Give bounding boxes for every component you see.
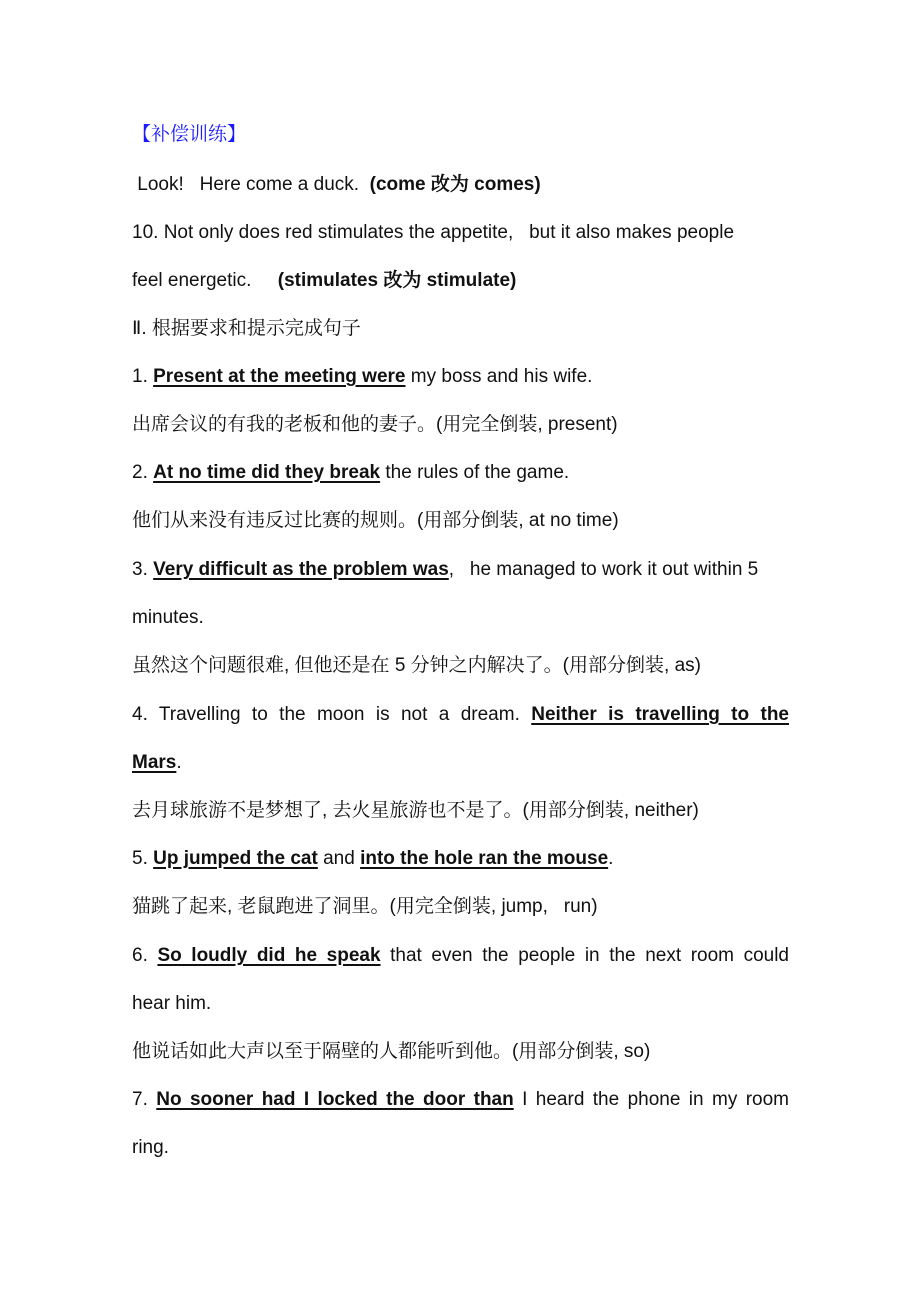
- item-7: [132, 1086, 789, 1114]
- item-6-cont: hear him.: [132, 993, 212, 1014]
- answer: No sooner had I locked the door than: [156, 1089, 514, 1110]
- item-1-hint: 出席会议的有我的老板和他的妻子。(用完全倒装, present): [132, 414, 618, 435]
- item-number: 5.: [132, 848, 154, 869]
- sentence-text: the rules of the game.: [380, 462, 570, 483]
- item-2-hint: 他们从来没有违反过比赛的规则。(用部分倒装, at no time): [132, 510, 619, 531]
- answer: Very difficult as the problem was: [153, 559, 449, 580]
- answer: At no time did they break: [153, 462, 381, 483]
- correction-item: [132, 171, 789, 199]
- sentence-text: feel energetic.: [132, 270, 278, 291]
- answer: Up jumped the cat: [153, 848, 318, 869]
- correction-item-line: [132, 267, 789, 295]
- item-1: [132, 363, 789, 391]
- sentence-text: I heard the phone in my room: [513, 1089, 789, 1110]
- item-number: 1.: [132, 366, 154, 387]
- item-number: 7.: [132, 1089, 157, 1110]
- answer: Neither is travelling to the: [531, 704, 789, 725]
- item-number: 2.: [132, 462, 154, 483]
- item-3-cont: minutes.: [132, 607, 204, 628]
- sentence-text: , he managed to work it out within 5: [448, 559, 759, 580]
- sentence-text: my boss and his wife.: [405, 366, 593, 387]
- item-4-hint: 去月球旅游不是梦想了, 去火星旅游也不是了。(用部分倒装, neither): [132, 800, 699, 821]
- section-title: 【补偿训练】: [132, 124, 247, 145]
- item-7-cont: ring.: [132, 1137, 169, 1158]
- item-3: [132, 556, 789, 584]
- sentence-text: .: [608, 848, 614, 869]
- item-number: 3.: [132, 559, 154, 580]
- sentence-text: .: [176, 752, 182, 773]
- item-4: [132, 701, 789, 729]
- item-6: [132, 942, 789, 970]
- answer: So loudly did he speak: [157, 945, 381, 966]
- part-title: Ⅱ. 根据要求和提示完成句子: [132, 318, 361, 339]
- item-3-hint: 虽然这个问题很难, 但他还是在 5 分钟之内解决了。(用部分倒装, as): [132, 655, 701, 676]
- correction-note: (stimulates 改为 stimulate): [277, 270, 517, 291]
- item-number: 6.: [132, 945, 158, 966]
- item-4-cont: [132, 749, 789, 777]
- sentence-text: and: [317, 848, 361, 869]
- item-6-hint: 他说话如此大声以至于隔壁的人都能听到他。(用部分倒装, so): [132, 1041, 651, 1062]
- sentence-text: Look! Here come a duck.: [132, 174, 370, 195]
- sentence-text: that even the people in the next room could: [380, 945, 790, 966]
- sentence-text: 4. Travelling to the moon is not a dream.: [132, 704, 532, 725]
- correction-note: (come 改为 comes): [369, 174, 541, 195]
- item-5: [132, 845, 789, 873]
- answer: Present at the meeting were: [153, 366, 406, 387]
- answer: into the hole ran the mouse: [360, 848, 609, 869]
- item-5-hint: 猫跳了起来, 老鼠跑进了洞里。(用完全倒装, jump, run): [132, 896, 598, 917]
- item-2: [132, 459, 789, 487]
- correction-item-line: 10. Not only does red stimulates the appetite, but it also makes people: [132, 222, 735, 243]
- answer: Mars: [132, 752, 177, 773]
